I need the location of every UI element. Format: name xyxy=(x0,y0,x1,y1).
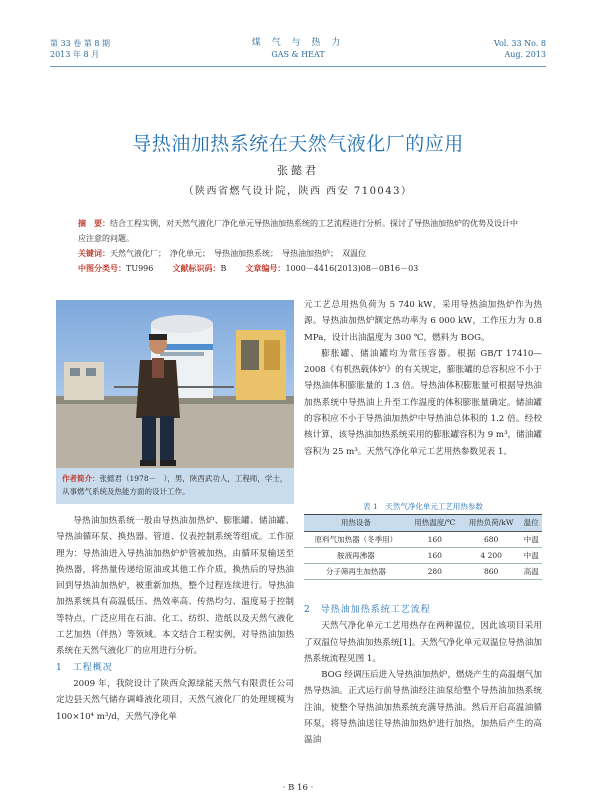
header-divider xyxy=(50,66,546,67)
abstract-text: 结合工程实例，对天然气液化厂净化单元导热油加热系统的工艺流程进行分析。探讨了导热油加热炉的优势及设计中应注意的问题。 xyxy=(78,219,518,243)
author-photo xyxy=(56,300,294,468)
author-bio-text: 张懿君（1978－ ），男，陕西武功人，工程师，学士，从事燃气系统及热能方面的设计工作。 xyxy=(62,474,288,496)
doc-code-value: B xyxy=(220,264,227,273)
table-cell: 4 200 xyxy=(462,548,521,564)
table-1 xyxy=(304,514,542,580)
page-number: · B 16 · xyxy=(282,783,314,793)
author-affiliation: （陕西省燃气设计院，陕西 西安 710043） xyxy=(183,186,413,197)
table-row xyxy=(304,564,542,580)
table-header-cell: 用热设备 xyxy=(304,515,408,532)
table-cell: 胺液再沸器 xyxy=(304,548,408,564)
issue-date-label: 2013 年 8 月 xyxy=(50,50,100,59)
journal-title-cn: 煤 气 与 热 力 xyxy=(251,38,345,48)
section-heading-1: 1 工程概况 xyxy=(56,662,113,673)
volume-en-label: Vol. 33 No. 8 xyxy=(493,39,546,48)
table-header-cell: 温位 xyxy=(521,515,542,532)
table-cell: 中温 xyxy=(521,548,542,564)
body-column-left xyxy=(56,513,294,725)
table-cell: 高温 xyxy=(521,564,542,580)
table-row xyxy=(304,548,542,564)
article-number-label: 文章编号： xyxy=(245,263,286,273)
classification-line xyxy=(78,261,518,276)
body-column-right xyxy=(304,297,542,460)
table-1-title: 表 1 天然气净化单元工艺用热参数 xyxy=(363,502,483,511)
project-overview-paragraph: 2009 年，我院设计了陕西众源绿能天然气有限责任公司定边县天然气储存调峰液化项目，天然气液化厂的处理规模为 100×10⁴ m³/d，天然气净化单 xyxy=(56,678,294,722)
table-cell: 原料气加热器（冬季用） xyxy=(304,532,408,548)
dual-temperature-paragraph: 天然气净化单元工艺用热存在两种温位，因此该项目采用了双温位导热油加热系统[1]。天然气净化单元双温位导热油加热系统流程见图 1。 xyxy=(304,621,542,664)
clc-label: 中图分类号： xyxy=(78,263,126,273)
author-bio-caption xyxy=(56,468,294,504)
keywords xyxy=(78,246,518,261)
section-heading-2: 2 导热油加热系统工艺流程 xyxy=(304,605,431,615)
table-cell: 分子筛再生加热器 xyxy=(304,564,408,580)
author-bio-label: 作者简介： xyxy=(62,474,100,483)
heat-load-paragraph: 元工艺总用热负荷为 5 740 kW，采用导热油加热炉作为热源。导热油加热炉额定热功率为 6 000 kW，工作压力为 0.8 MPa，设计出油温度为 300 ℃，燃料为 BOG。 xyxy=(304,300,542,343)
article-title: 导热油加热系统在天然气液化厂的应用 xyxy=(132,133,464,155)
body-column-right-lower xyxy=(304,602,542,749)
table-header-cell: 用热负荷/kW xyxy=(462,515,521,532)
doc-code-label: 文献标识码： xyxy=(172,263,221,273)
abstract-label: 摘 要： xyxy=(78,218,110,228)
table-cell: 中温 xyxy=(521,532,542,548)
tank-volume-paragraph: 膨胀罐、储油罐均为常压容器。根据 GB/T 17410—2008《有机热载体炉》的有关规定，膨胀罐的总容积应不小于导热油体积膨胀量的 1.3 倍。导热油体积膨胀量可根据导热油加热系统中导热油上升至工作温度的体积膨胀量确定。储油罐的容积应不小于导热油加热炉中导热油总体积的 1.2 倍。经校核计算，该导热油加热系统采用的膨胀罐容积为 9 m³，储油罐容积为 25 m³。天然气净化单元工艺用热参数见表 1。 xyxy=(304,348,542,457)
table-cell: 860 xyxy=(462,564,521,580)
table-cell: 680 xyxy=(462,532,521,548)
keywords-text: 天然气液化厂； 净化单元； 导热油加热系统； 导热油加热炉； 双温位 xyxy=(110,249,366,258)
table-row xyxy=(304,532,542,548)
article-number-value: 1000－4416(2013)08－0B16－03 xyxy=(285,264,419,273)
volume-issue-label: 第 33 卷 第 8 期 xyxy=(50,39,110,48)
author-photo-illustration xyxy=(56,300,294,468)
keywords-label: 关键词： xyxy=(78,248,110,258)
table-header-row xyxy=(304,515,542,532)
table-cell: 160 xyxy=(408,532,462,548)
table-cell: 280 xyxy=(408,564,462,580)
journal-volume-en xyxy=(494,38,546,60)
date-en-label: Aug. 2013 xyxy=(504,50,546,59)
abstract xyxy=(78,216,518,246)
article-author: 张懿君 xyxy=(277,164,319,177)
clc-value: TU996 xyxy=(126,264,154,273)
intro-paragraph: 导热油加热系统一般由导热油加热炉、膨胀罐、储油罐、导热油循环泵、换热器、管道、仪表控制系统等组成。工作原理为：导热油进入导热油加热炉炉管被加热，由循环泵输送至换热器，将热量传递给原油或其他工作介质，换热后的导热油回到导热油加热炉，被重新加热，整个过程连续进行。导热油加热系统具有高温低压、热效率高、传热均匀、温度易于控制等特点，广泛应用在石油、化工、纺织、造纸以及天然气液化工艺加热（伴热）等领域。本文结合工程实例，对导热油加热系统在天然气液化厂的应用进行分析。 xyxy=(56,516,294,657)
abstract-block xyxy=(78,216,518,276)
table-header-cell: 用热温度/℃ xyxy=(408,515,462,532)
process-flow-paragraph: BOG 经调压后进入导热油加热炉，燃烧产生的高温烟气加热导热油。正式运行前导热油经注油泵给整个导热油加热系统注油，使整个导热油加热系统充满导热油。然后开启高温油循环泵，将导热油送往导热油加热炉进行加热，加热后产生的高温油 xyxy=(304,670,542,746)
table-cell: 160 xyxy=(408,548,462,564)
journal-title-en: GAS & HEAT xyxy=(271,50,325,59)
